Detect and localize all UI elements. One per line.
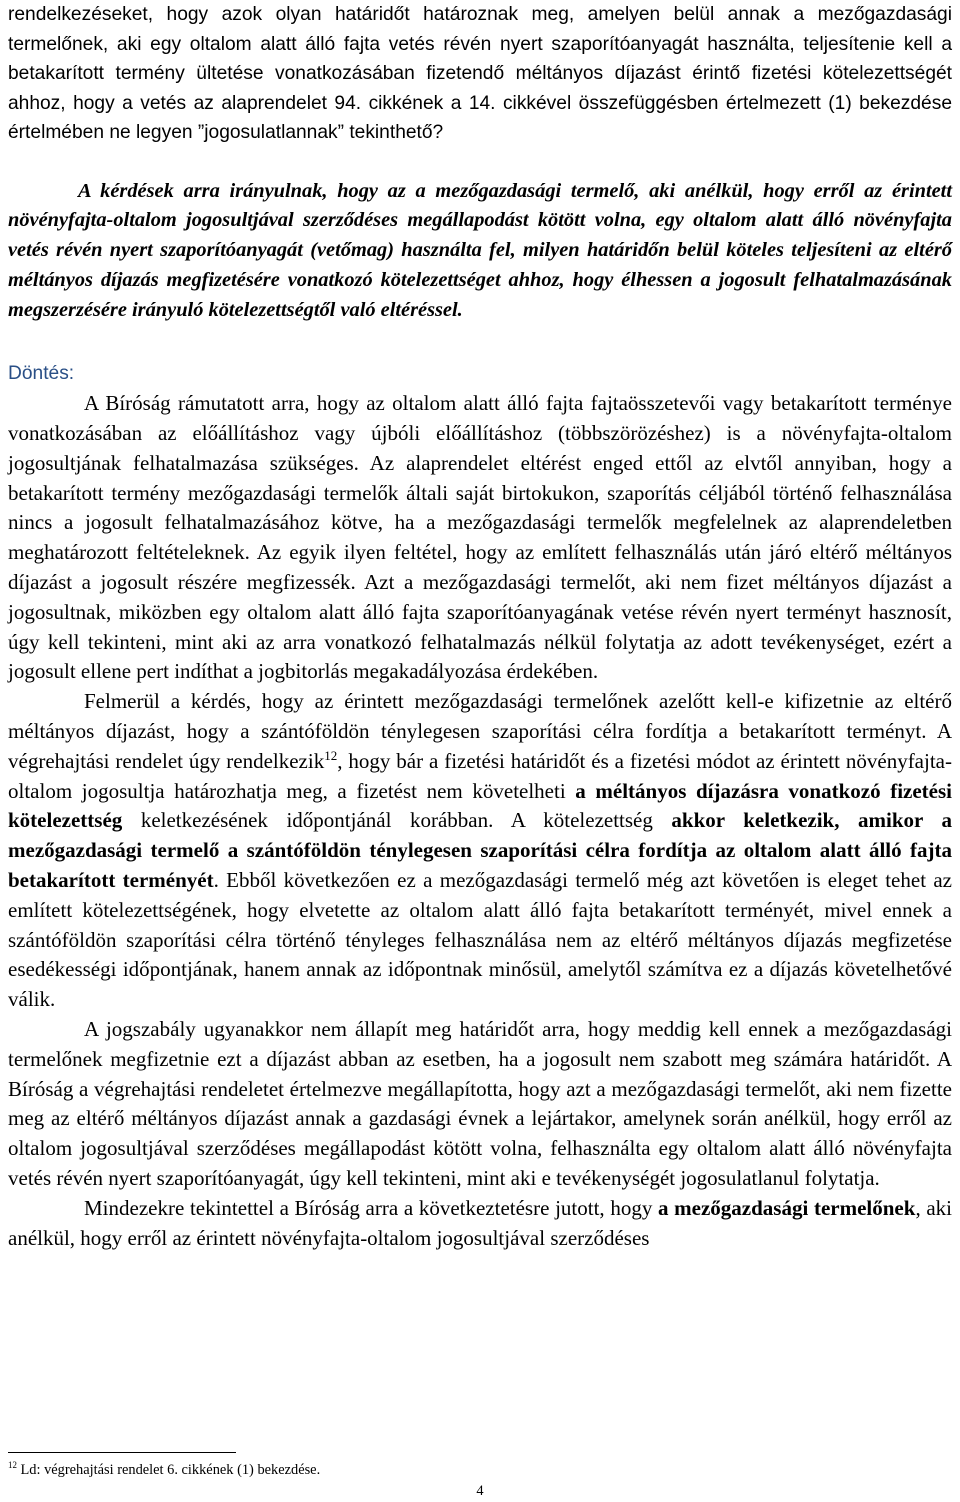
footnote-12	[8, 1460, 320, 1480]
p4-part-c: , aki anélkül, hogy erről az érintett növényfajta-oltalom jogosultjával szerződéses	[8, 1195, 953, 1250]
p2-bold-payment-obligation: a méltányos díjazásra vonatkozó fizetési kötelezettség	[8, 778, 952, 833]
footnote-ref-12[interactable]: 12	[324, 747, 338, 763]
p2-part-d: keletkezésének időpontjánál korábban. A kötelezettség	[122, 808, 672, 833]
p4-part-a: Mindezekre tekintettel a Bíróság arra a következtetésre jutott, hogy	[84, 1195, 658, 1220]
p2-part-f: . Ebből következően ez a mezőgazdasági termelő még azt követően is eleget tehet az említett kötelezettségének, hogy elvetette az oltalom alatt álló fajta betakarított terményét, mivel ennek a szántóföldön szaporítási célra történő tényleges felhasználása nem az eltérő méltányos díjazás megfizetése esedékességi időpontjának, hanem annak az időpontnak minősül, amelytől számítva ez a díjazás követelhetővé válik.	[8, 868, 952, 1012]
p2-part-b: , hogy bár a fizetési határidőt és a fizetési módot az érintett növényfajta-oltalom jogosultja határozhatja meg, a fizetést nem követelheti	[8, 748, 952, 803]
footnote-number: 12	[8, 1460, 17, 1471]
p2-part-a: Felmerül a kérdés, hogy az érintett mezőgazdasági termelőnek azelőtt kell-e kifizetnie az eltérő méltányos díjazást, hogy a szántóföldön ténylegesen szaporítási célra fordítja a betakarított terményt. A végrehajtási rendelet úgy rendelkezik	[8, 689, 952, 773]
decision-paragraph-2	[8, 687, 952, 1015]
decision-heading: Döntés:	[8, 363, 75, 385]
decision-paragraph-4	[8, 1194, 952, 1254]
footnote-text: Ld: végrehajtási rendelet 6. cikkének (1) bekezdése.	[16, 1462, 321, 1478]
decision-paragraph-1: A Bíróság rámutatott arra, hogy az oltalom alatt álló fajta fajtaösszetevői vagy betakarított terménye vonatkozásában az előállításhoz vagy újbóli előállításhoz (többszörözéshez) is a növényfajta-oltalom jogosultjának felhatalmazása szükséges. Az alaprendelet eltérést enged ettől az elvtől annyiban, hogy a betakarított termény mezőgazdasági termelők általi saját birtokukon, szaporítás céljából történő felhasználása nincs a jogosult felhatalmazásához kötve, ha a mezőgazdasági termelők megfelelnek az alaprendeletben meghatározott feltételeknek. Az egyik ilyen feltétel, hogy az említett felhasználás után járó eltérő méltányos díjazást a jogosult részére megfizessék. Azt a mezőgazdasági termelőt, aki nem fizet méltányos díjazást a jogosultnak, miközben egy oltalom alatt álló fajta szaporítóanyagának vetése révén nyert terményt hasznosít, úgy kell tekinteni, mint aki az arra vonatkozó felhatalmazás nélkül folytatja az adott tevékenységet, ezért a jogosult ellene pert indíthat a jogbitorlás megakadályozása érdekében.	[8, 391, 952, 684]
footnote-divider	[8, 1452, 236, 1453]
intro-question-text: rendelkezéseket, hogy azok olyan határidőt határoznak meg, amelyen belül annak a mezőgazdasági termelőnek, aki egy oltalom alatt álló fajta vetés révén nyert szaporítóanyagát használta, teljesítenie kell a betakarított termény ültetése vonatkozásában fizetendő méltányos díjazást érintő fizetési kötelezettségét ahhoz, hogy a vetés az alaprendelet 94. cikkének a 14. cikkével összefüggésben értelmezett (1) bekezdése értelmében ne legyen ”jogosulatlannak” tekinthető?	[8, 4, 952, 143]
p2-bold-obligation-arises: akkor keletkezik, amikor a mezőgazdasági termelő a szántóföldön ténylegesen szaporítási célra fordítja az oltalom alatt álló fajta betakarított terményét	[8, 808, 952, 893]
questions-summary: A kérdések arra irányulnak, hogy az a mezőgazdasági termelő, aki anélkül, hogy erről az érintett növényfajta-oltalom jogosultjával szerződéses megállapodást kötött volna, egy oltalom alatt álló növényfajta vetés révén nyert szaporítóanyagát (vetőmag) használta fel, milyen határidőn belül köteles teljesíteni az eltérő méltányos díjazás megfizetésére vonatkozó kötelezettséget ahhoz, hogy élhessen a jogosult felhatalmazásának megszerzésére irányuló kötelezettségtől való eltéréssel.	[8, 179, 952, 321]
page-number: 4	[476, 1483, 484, 1499]
p4-bold-farmer: a mezőgazdasági termelőnek	[658, 1195, 916, 1220]
decision-paragraph-3: A jogszabály ugyanakkor nem állapít meg határidőt arra, hogy meddig kell ennek a mezőgazdasági termelőnek megfizetnie ezt a díjazást abban az esetben, ha a jogosult nem szabott meg számára határidőt. A Bíróság a végrehajtási rendeletet értelmezve megállapította, hogy azt a mezőgazdasági termelőt, aki nem fizette meg az eltérő méltányos díjazást annak a gazdasági évnek a lejártakor, amelynek során anélkül, hogy erről az oltalom jogosultjával szerződéses megállapodást kötött volna, felhasználta egy oltalom alatt álló növényfajta vetés révén nyert szaporítóanyagát, úgy kell tekinteni, mint aki e tevékenységét jogosulatlanul folytatja.	[8, 1017, 952, 1190]
